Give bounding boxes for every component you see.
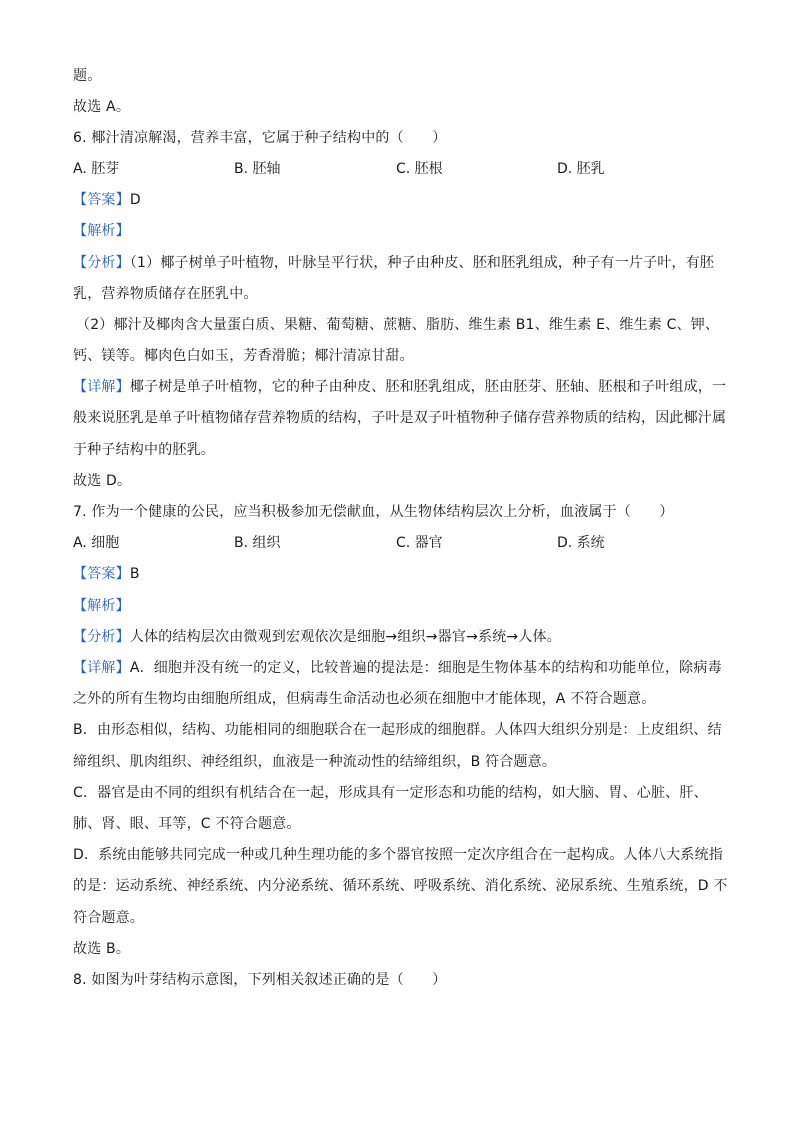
- q7-xiangjie-line-2: 之外的所有生物均由细胞所组成，但病毒生命活动也必须在细胞中才能体现，A 不符合题意。: [73, 691, 656, 707]
- q7-c-line-2: 肺、肾、眼、耳等，C 不符合题意。: [73, 816, 301, 832]
- q6-fenxi-line-4: 钙、镁等。椰肉色白如玉，芳香滑脆；椰汁清凉甘甜。: [73, 348, 414, 364]
- q7-analysis-line: [73, 596, 723, 616]
- q7-xiangjie-line-1: [73, 658, 723, 678]
- q6-option-c: C. 胚根: [396, 161, 443, 177]
- fenxi-tag: 【分析】: [73, 255, 130, 271]
- q7-d-line-3: 符合题意。: [73, 910, 144, 926]
- q7-fenxi-line-1: [73, 627, 723, 647]
- q7-b-line-1: B．由形态相似，结构、功能相同的细胞联合在一起形成的细胞群。人体四大组织分别是：上皮组织、结: [73, 722, 722, 738]
- xiangjie-tag: 【详解】: [73, 379, 130, 395]
- answer-value: D: [129, 192, 141, 208]
- answer-value: B: [129, 566, 140, 582]
- q6-xiangjie-line-2: 般来说胚乳是单子叶植物储存营养物质的结构，子叶是双子叶植物种子储存营养物质的结构，因此椰汁属: [73, 410, 727, 426]
- analysis-tag: 【解析】: [73, 598, 130, 614]
- q6-fenxi-line-2: 乳，营养物质储存在胚乳中。: [73, 286, 258, 302]
- answer-tag: 【答案】: [73, 192, 130, 208]
- question-6-stem: 6. 椰汁清凉解渴，营养丰富，它属于种子结构中的（ ）: [73, 130, 447, 146]
- q7-answer-line: [73, 564, 723, 584]
- q7-d-line-1: D．系统由能够共同完成一种或几种生理功能的多个器官按照一定次序组合在一起构成。人体八大系统指: [73, 847, 723, 863]
- answer-tag: 【答案】: [73, 566, 130, 582]
- xiangjie-text: A．细胞并没有统一的定义，比较普遍的提法是：细胞是生物体基本的结构和功能单位，除病毒: [129, 660, 722, 676]
- q7-b-line-2: 缔组织、肌肉组织、神经组织，血液是一种流动性的结缔组织，B 符合题意。: [73, 754, 557, 770]
- q6-fenxi-line-3: （2）椰汁及椰肉含大量蛋白质、果糖、葡萄糖、蔗糖、脂肪、维生素 B1、维生素 E、维生素 C、钾、: [76, 317, 720, 333]
- question-8-stem: 8. 如图为叶芽结构示意图，下列相关叙述正确的是（ ）: [73, 972, 447, 988]
- q6-option-d: D. 胚乳: [557, 161, 605, 177]
- fenxi-text: （1）椰子树单子叶植物，叶脉呈平行状，种子由种皮、胚和胚乳组成，种子有一片子叶，有胚: [129, 255, 715, 271]
- q6-xiangjie-line-3: 于种子结构中的胚乳。: [73, 442, 215, 458]
- xiangjie-text: 椰子树是单子叶植物，它的种子由种皮、胚和胚乳组成，胚由胚芽、胚轴、胚根和子叶组成，一: [129, 379, 727, 395]
- analysis-tag: 【解析】: [73, 223, 130, 239]
- fenxi-tag: 【分析】: [73, 629, 130, 645]
- q6-option-b: B. 胚轴: [234, 161, 281, 177]
- q7-d-line-2: 的是：运动系统、神经系统、内分泌系统、循环系统、呼吸系统、消化系统、泌尿系统、生殖系统，D 不: [73, 878, 728, 894]
- q7-option-d: D. 系统: [557, 535, 605, 551]
- fenxi-text: 人体的结构层次由微观到宏观依次是细胞→组织→器官→系统→人体。: [129, 629, 561, 645]
- q6-xiangjie-line-1: [73, 377, 727, 397]
- xiangjie-tag: 【详解】: [73, 660, 130, 676]
- q6-fenxi-line-1: [73, 253, 723, 273]
- q7-option-c: C. 器官: [396, 535, 443, 551]
- q6-analysis-line: [73, 221, 723, 241]
- q6-answer-line: [73, 190, 723, 210]
- question-7-stem: 7. 作为一个健康的公民，应当积极参加无偿献血，从生物体结构层次上分析，血液属于（ ）: [73, 504, 674, 520]
- q7-option-b: B. 组织: [234, 535, 281, 551]
- q6-choose: 故选 D。: [73, 473, 132, 489]
- q7-option-a: A. 细胞: [73, 535, 120, 551]
- q7-choose: 故选 B。: [73, 941, 131, 957]
- text-line: 故选 A。: [73, 99, 131, 115]
- q7-c-line-1: C．器官是由不同的组织有机结合在一起，形成具有一定形态和功能的结构，如大脑、胃、心脏、肝、: [73, 785, 708, 801]
- q6-option-a: A. 胚芽: [73, 161, 120, 177]
- text-line: 题。: [73, 68, 102, 84]
